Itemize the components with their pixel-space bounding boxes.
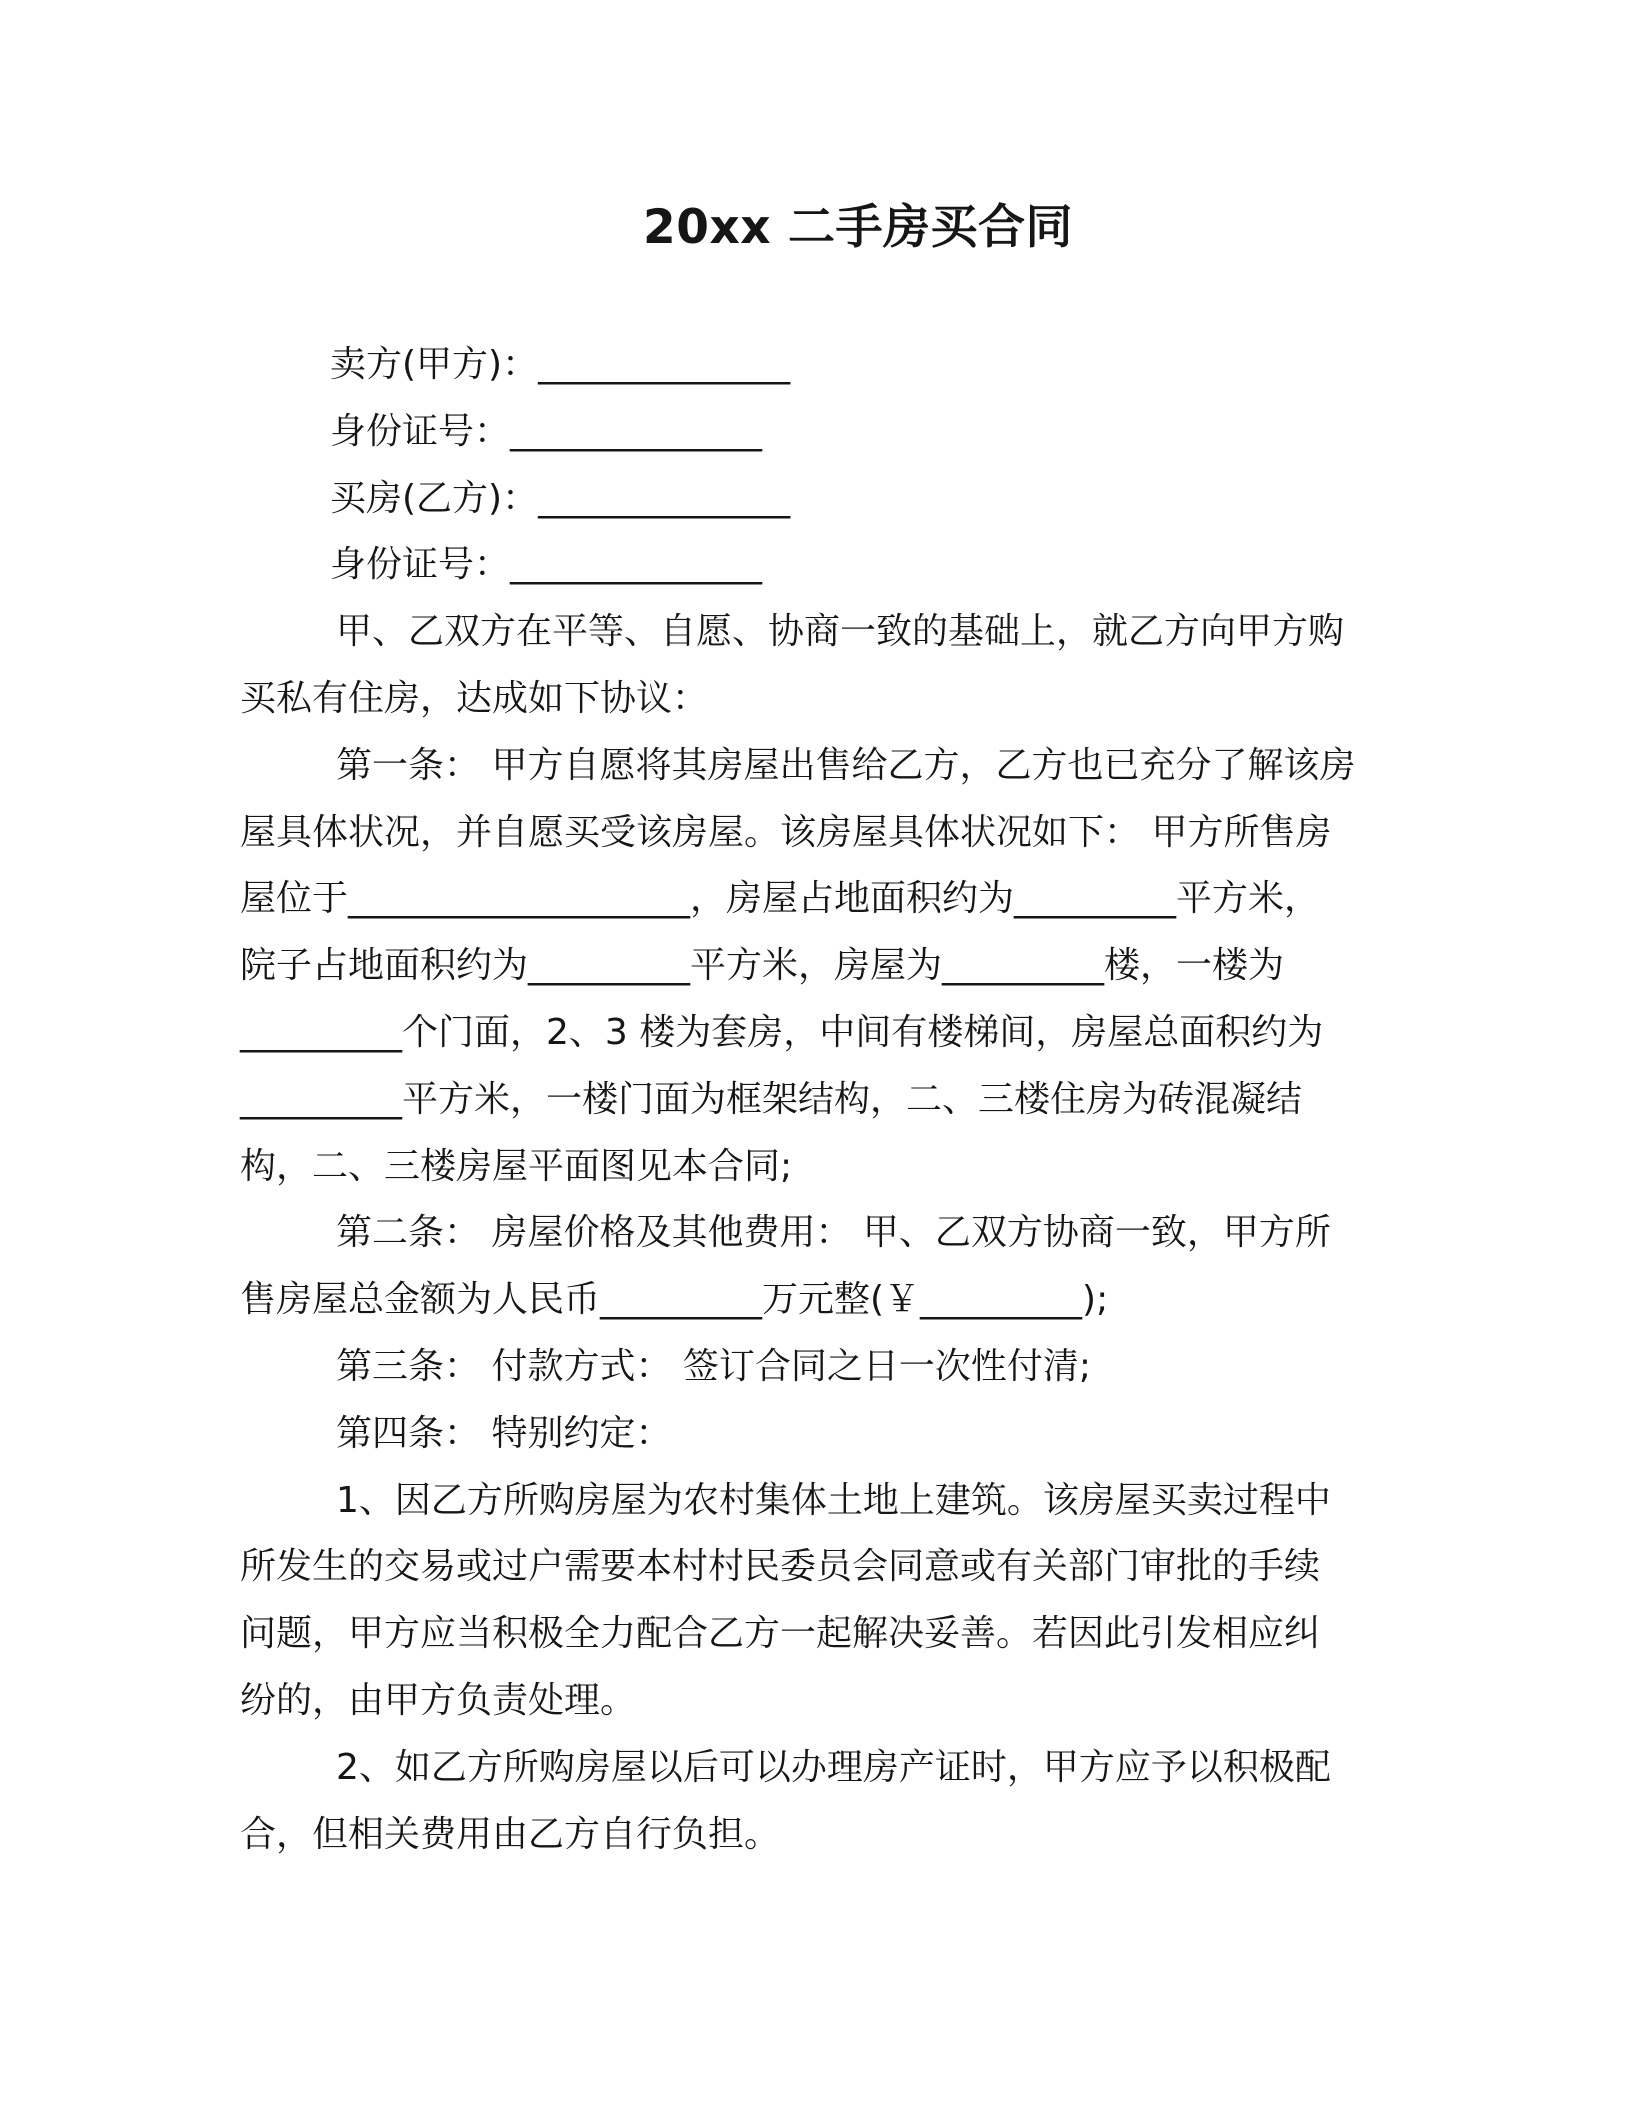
clause-1-line: 所发生的交易或过户需要本村村民委员会同意或有关部门审批的手续 [240,1546,1321,1588]
buyer-id-field: 身份证号：______________ [330,544,763,586]
article-1-line: 屋位于___________________，房屋占地面积约为_________平方米， [240,878,1321,920]
article-1-line: _________平方米，一楼门面为框架结构，二、三楼住房为砖混凝结 [240,1078,1303,1120]
preamble-line: 买私有住房，达成如下协议： [240,677,709,719]
document-title: 20xx 二手房买合同 [643,200,1073,255]
article-2-line: 售房屋总金额为人民币_________万元整(￥_________); [240,1279,1109,1321]
clause-1-line: 纷的，由甲方负责处理。 [240,1679,637,1721]
buyer-field: 买房(乙方)：______________ [330,477,791,519]
article-3-line: 第三条： 付款方式： 签订合同之日一次性付清; [336,1345,1092,1387]
clause-1-line: 1、因乙方所购房屋为农村集体土地上建筑。该房屋买卖过程中 [336,1479,1331,1521]
article-2-line: 第二条： 房屋价格及其他费用： 甲、乙双方协商一致，甲方所 [336,1212,1331,1254]
document-body [240,332,1385,1868]
article-1-line: 第一条： 甲方自愿将其房屋出售给乙方，乙方也已充分了解该房 [336,744,1356,786]
preamble-line: 甲、乙双方在平等、自愿、协商一致的基础上，就乙方向甲方购 [336,611,1345,653]
clause-2-line: 合，但相关费用由乙方自行负担。 [240,1813,781,1855]
clause-2-line: 2、如乙方所购房屋以后可以办理房产证时，甲方应予以积极配 [336,1746,1331,1788]
article-1-line: 构，二、三楼房屋平面图见本合同; [240,1145,793,1187]
seller-field: 卖方(甲方)：______________ [330,344,791,385]
clause-1-line: 问题，甲方应当积极全力配合乙方一起解决妥善。若因此引发相应纠 [240,1613,1321,1655]
article-1-line: 院子占地面积约为_________平方米，房屋为_________楼，一楼为 [240,945,1285,987]
seller-id-field: 身份证号：______________ [330,410,763,452]
article-1-line: 屋具体状况，并自愿买受该房屋。该房屋具体状况如下： 甲方所售房 [240,811,1332,853]
article-4-heading: 第四条： 特别约定： [336,1412,672,1454]
article-1-line: _________个门面，2、3 楼为套房，中间有楼梯间，房屋总面积约为 [240,1011,1324,1053]
